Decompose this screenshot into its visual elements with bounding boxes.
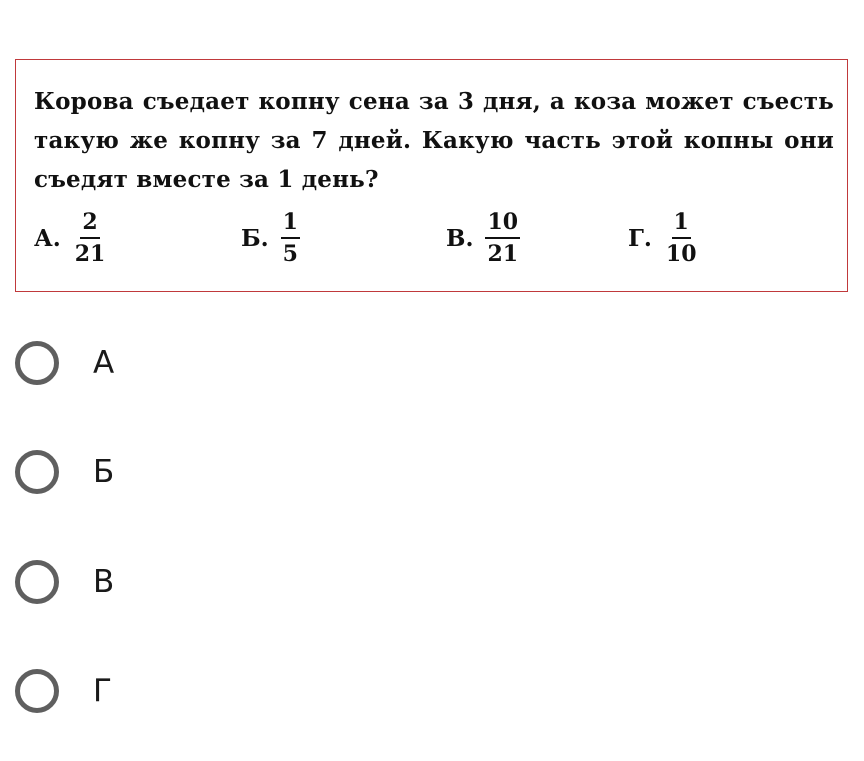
question-card bbox=[15, 59, 848, 292]
fraction-denominator: 5 bbox=[282, 241, 298, 267]
option-label: В bbox=[93, 564, 115, 600]
option-a[interactable] bbox=[15, 335, 415, 391]
fraction bbox=[664, 210, 699, 266]
option-v[interactable] bbox=[15, 554, 415, 610]
fraction-numerator: 10 bbox=[485, 210, 520, 239]
fraction-numerator: 1 bbox=[281, 210, 300, 239]
radio-button-icon[interactable] bbox=[15, 341, 59, 385]
choice-letter: Г. bbox=[628, 224, 652, 252]
option-label: Б bbox=[93, 454, 115, 490]
radio-button-icon[interactable] bbox=[15, 450, 59, 494]
option-b[interactable] bbox=[15, 444, 415, 500]
choice-letter: В. bbox=[446, 224, 474, 252]
question-text: Корова съедает копну сена за 3 дня, а коза может съесть такую же копну за 7 дней. Какую часть этой копны они съедят вместе за 1 день? bbox=[34, 88, 834, 193]
fraction-denominator: 21 bbox=[487, 241, 519, 267]
answer-choice-b bbox=[241, 210, 300, 266]
radio-button-icon[interactable] bbox=[15, 669, 59, 713]
fraction bbox=[73, 210, 108, 266]
option-label: Г bbox=[93, 673, 112, 709]
choice-letter: А. bbox=[34, 224, 61, 252]
answer-choice-a bbox=[34, 210, 107, 266]
fraction bbox=[281, 210, 300, 266]
fraction-denominator: 21 bbox=[74, 241, 106, 267]
choice-letter: Б. bbox=[241, 224, 269, 252]
answer-choice-g bbox=[628, 210, 699, 266]
fraction bbox=[485, 210, 520, 266]
answer-choice-v bbox=[446, 210, 520, 266]
fraction-numerator: 2 bbox=[80, 210, 99, 239]
option-g[interactable] bbox=[15, 663, 415, 719]
option-label: А bbox=[93, 345, 115, 381]
radio-button-icon[interactable] bbox=[15, 560, 59, 604]
fraction-denominator: 10 bbox=[665, 241, 697, 267]
fraction-numerator: 1 bbox=[672, 210, 691, 239]
